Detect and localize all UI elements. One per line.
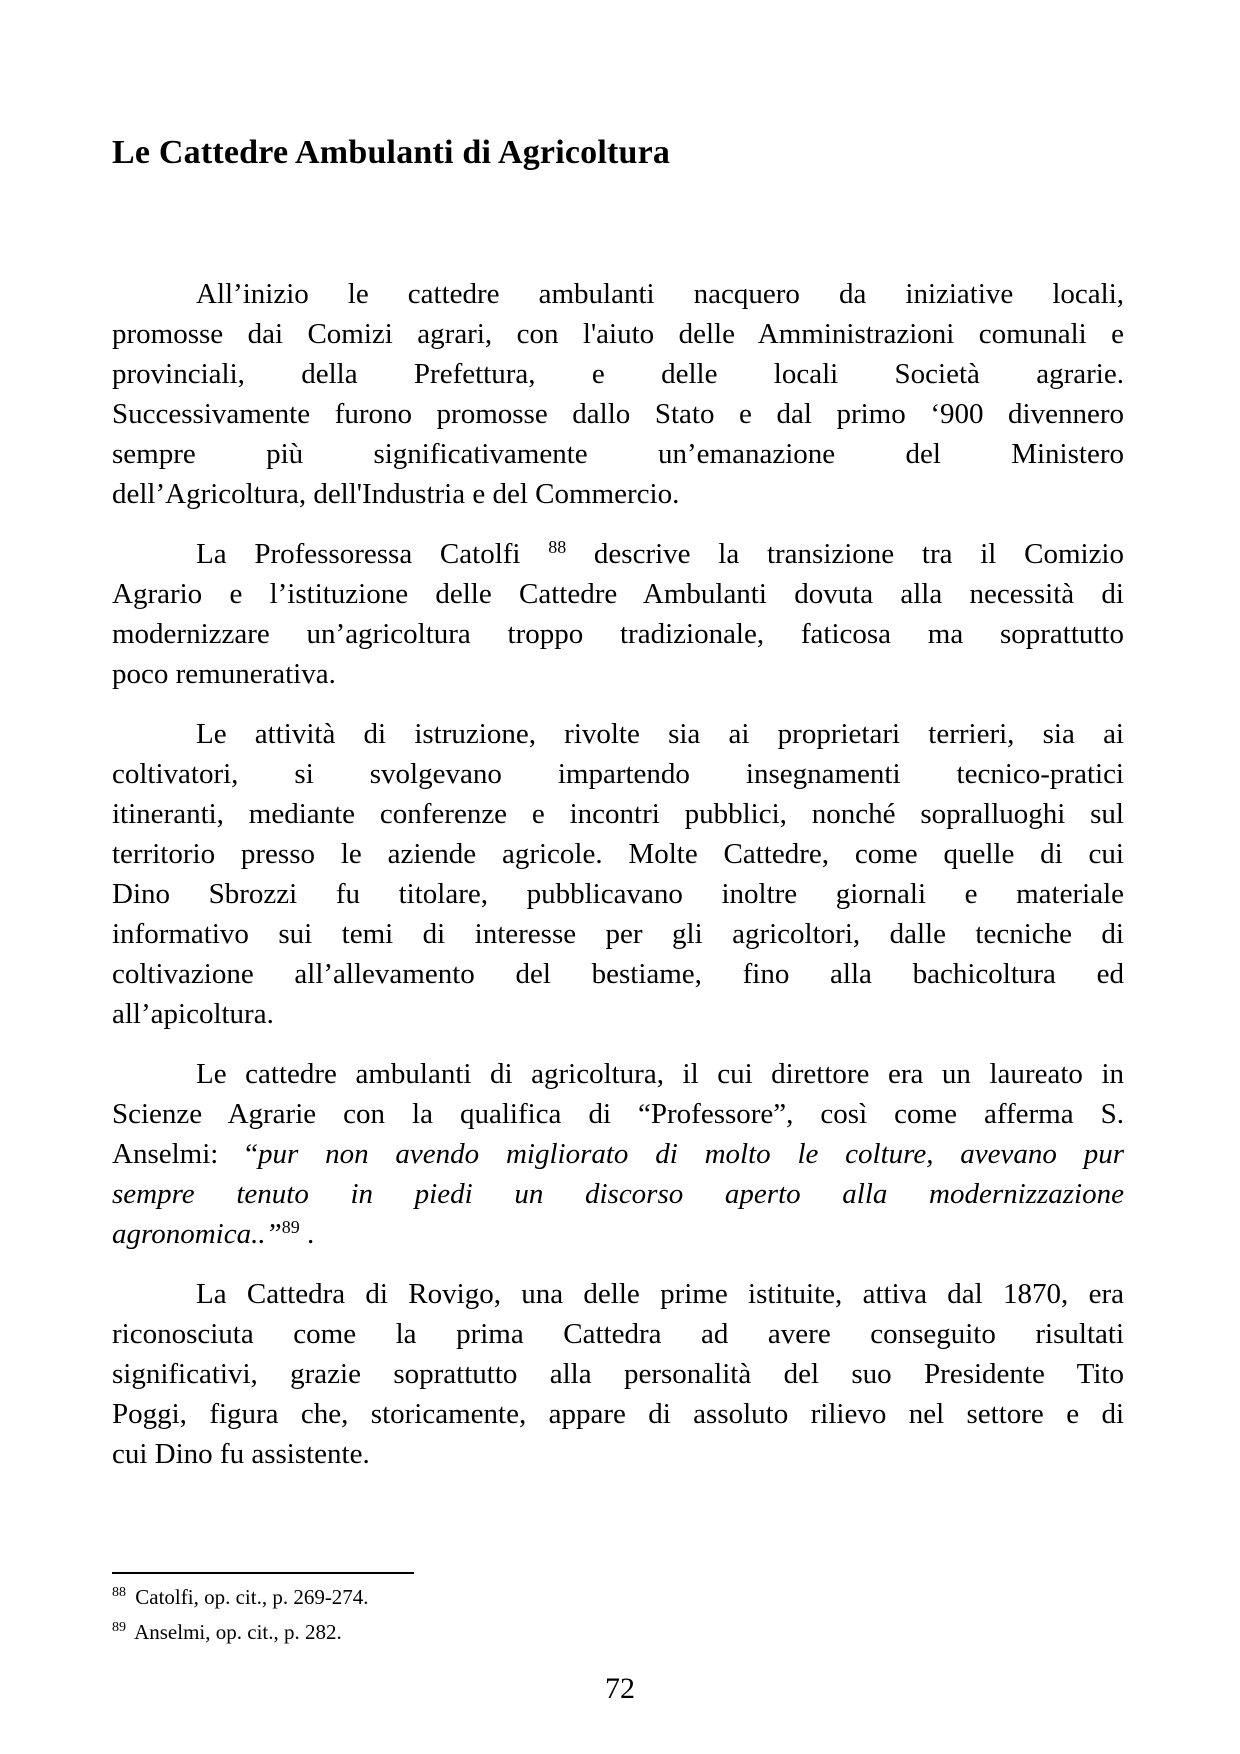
footnote-reference: 89 xyxy=(281,1217,300,1238)
footnote-separator xyxy=(112,1572,414,1574)
text-line xyxy=(112,1434,1124,1474)
text-segment: informativo sui temi di interesse per gli agricoltori, dalle tecniche di xyxy=(112,918,1124,950)
text-segment: coltivatori, si svolgevano impartendo insegnamenti tecnico-pratici xyxy=(112,758,1124,790)
text-segment: territorio presso le aziende agricole. Molte Cattedre, come quelle di cui xyxy=(112,838,1124,870)
paragraph xyxy=(112,714,1124,1034)
text-segment: Anselmi: “ xyxy=(112,1138,259,1170)
text-line xyxy=(112,434,1124,474)
footnotes xyxy=(112,1580,1124,1650)
text-line xyxy=(112,954,1124,994)
text-line xyxy=(112,794,1124,834)
text-segment: Agrario e l’istituzione delle Cattedre Ambulanti dovuta alla necessità di xyxy=(112,578,1124,610)
text-segment: Le cattedre ambulanti di agricoltura, il cui direttore era un laureato in xyxy=(196,1058,1124,1090)
text-line xyxy=(112,1174,1124,1214)
footnote-reference: 88 xyxy=(548,537,567,558)
text-segment: itineranti, mediante conferenze e incontri pubblici, nonché sopralluoghi sul xyxy=(112,798,1124,830)
text-segment: descrive la transizione tra il Comizio xyxy=(566,538,1124,570)
text-segment: provinciali, della Prefettura, e delle locali Società agrarie. xyxy=(112,358,1124,390)
text-segment: Poggi, figura che, storicamente, appare di assoluto rilievo nel settore e di xyxy=(112,1398,1124,1430)
text-segment: poco remunerativa. xyxy=(112,658,336,690)
text-line xyxy=(112,1314,1124,1354)
text-segment: sempre più significativamente un’emanazione del Ministero xyxy=(112,438,1124,470)
text-line xyxy=(112,314,1124,354)
text-segment: All’inizio le cattedre ambulanti nacquero da iniziative locali, xyxy=(196,278,1124,310)
text-segment: La Cattedra di Rovigo, una delle prime istituite, attiva dal 1870, era xyxy=(196,1278,1124,1310)
text-line xyxy=(112,1054,1124,1094)
text-line xyxy=(112,754,1124,794)
paragraph xyxy=(112,534,1124,694)
footnote-marker: 88 xyxy=(112,1585,126,1601)
text-line xyxy=(112,534,1124,574)
text-segment: Successivamente furono promosse dallo Stato e dal primo ‘900 divennero xyxy=(112,398,1124,430)
text-line xyxy=(112,1274,1124,1314)
footnote-marker: 89 xyxy=(112,1620,126,1636)
text-line xyxy=(112,614,1124,654)
text-line xyxy=(112,994,1124,1034)
footnote xyxy=(112,1615,1124,1650)
text-segment: coltivazione all’allevamento del bestiame, fino alla bachicoltura ed xyxy=(112,958,1124,990)
text-line xyxy=(112,914,1124,954)
text-line xyxy=(112,1354,1124,1394)
text-line xyxy=(112,654,1124,694)
text-segment: pur non avendo migliorato di molto le colture, avevano pur xyxy=(258,1138,1125,1170)
text-segment: La Professoressa Catolfi xyxy=(196,538,549,570)
page-title: Le Cattedre Ambulanti di Agricoltura xyxy=(112,134,671,171)
text-line xyxy=(112,1094,1124,1134)
text-line xyxy=(112,394,1124,434)
text-segment: Dino Sbrozzi fu titolare, pubblicavano inoltre giornali e materiale xyxy=(112,878,1124,910)
footnote xyxy=(112,1580,1124,1615)
paragraph xyxy=(112,274,1124,514)
text-line xyxy=(112,834,1124,874)
text-line xyxy=(112,874,1124,914)
text-line xyxy=(112,574,1124,614)
text-segment: promosse dai Comizi agrari, con l'aiuto delle Amministrazioni comunali e xyxy=(112,318,1124,350)
text-line xyxy=(112,714,1124,754)
text-line xyxy=(112,1134,1124,1174)
text-segment: dell’Agricoltura, dell'Industria e del Commercio. xyxy=(112,478,680,510)
text-line xyxy=(112,274,1124,314)
paragraph xyxy=(112,1274,1124,1474)
text-segment: agronomica..” xyxy=(112,1218,282,1250)
text-segment: all’apicoltura. xyxy=(112,998,274,1030)
text-segment: modernizzare un’agricoltura troppo tradizionale, faticosa ma soprattutto xyxy=(112,618,1124,650)
footnote-text: Anselmi, op. cit., p. 282. xyxy=(130,1620,342,1644)
page-number: 72 xyxy=(605,1672,635,1705)
text-segment: significativi, grazie soprattutto alla personalità del suo Presidente Tito xyxy=(112,1358,1124,1390)
text-segment: . xyxy=(299,1218,315,1250)
paragraph xyxy=(112,1054,1124,1254)
text-segment: cui Dino fu assistente. xyxy=(112,1438,370,1470)
text-segment: Le attività di istruzione, rivolte sia ai proprietari terrieri, sia ai xyxy=(196,718,1124,750)
text-line xyxy=(112,1394,1124,1434)
text-segment: riconosciuta come la prima Cattedra ad avere conseguito risultati xyxy=(112,1318,1124,1350)
text-segment: sempre tenuto in piedi un discorso aperto alla modernizzazione xyxy=(112,1178,1124,1210)
text-line xyxy=(112,474,1124,514)
text-line xyxy=(112,1214,1124,1254)
body-text xyxy=(112,274,1124,1494)
footnote-text: Catolfi, op. cit., p. 269-274. xyxy=(130,1585,369,1609)
text-line xyxy=(112,354,1124,394)
text-segment: Scienze Agrarie con la qualifica di “Professore”, così come afferma S. xyxy=(112,1098,1124,1130)
